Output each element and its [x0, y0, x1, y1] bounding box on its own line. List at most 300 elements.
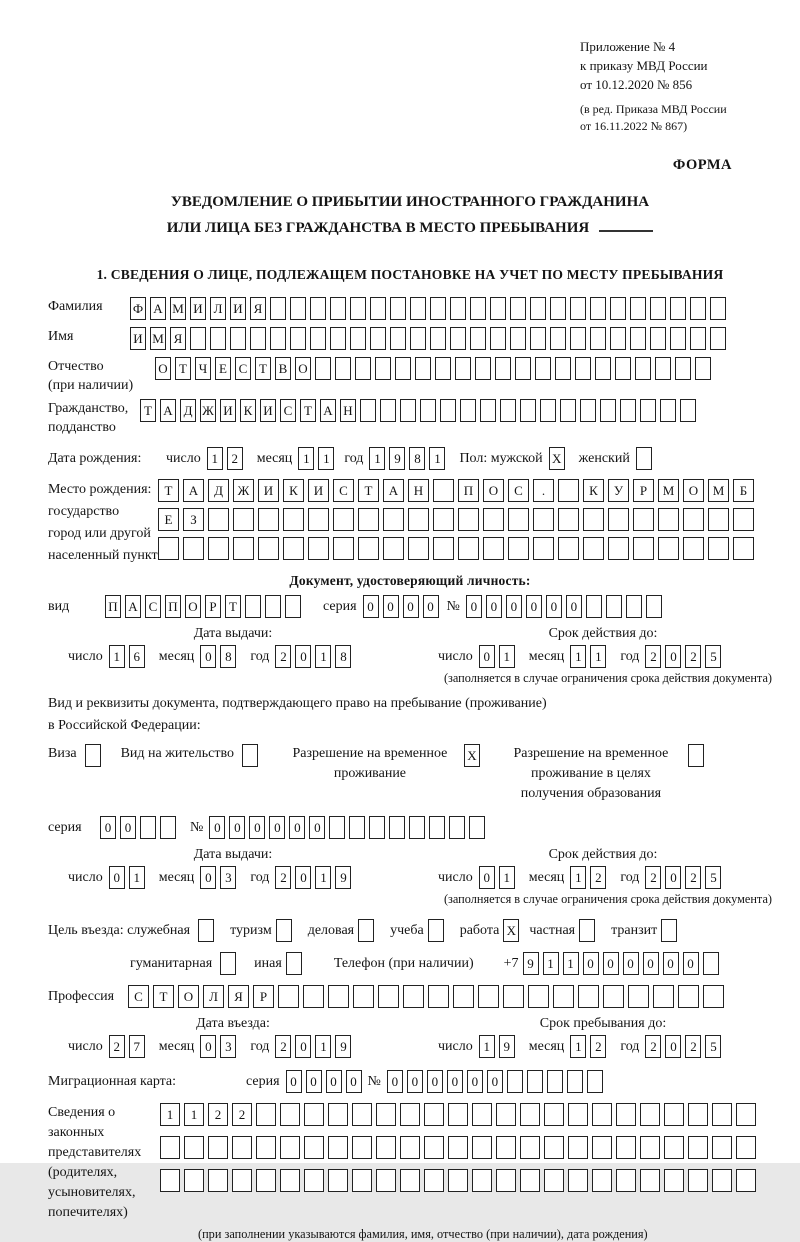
char-cell[interactable]: 2 — [275, 866, 291, 889]
char-cell[interactable]: 0 — [200, 1035, 216, 1058]
char-cell[interactable] — [389, 816, 405, 839]
char-cell[interactable] — [270, 297, 286, 320]
char-cell[interactable] — [310, 327, 326, 350]
char-cell[interactable] — [285, 595, 301, 618]
char-cell[interactable] — [615, 357, 631, 380]
char-cell[interactable] — [420, 399, 436, 422]
char-cell[interactable] — [424, 1169, 444, 1192]
char-cell[interactable] — [712, 1169, 732, 1192]
char-cell[interactable]: 2 — [275, 645, 291, 668]
char-cell[interactable]: С — [145, 595, 161, 618]
char-cell[interactable] — [256, 1169, 276, 1192]
char-cell[interactable] — [258, 537, 279, 560]
char-cell[interactable] — [695, 357, 711, 380]
char-cell[interactable] — [328, 1103, 348, 1126]
char-cell[interactable]: Р — [633, 479, 654, 502]
char-cell[interactable] — [424, 1136, 444, 1159]
char-cell[interactable]: 0 — [209, 816, 225, 839]
char-cell[interactable]: С — [280, 399, 296, 422]
char-cell[interactable] — [592, 1169, 612, 1192]
char-cell[interactable]: 2 — [590, 866, 606, 889]
char-cell[interactable] — [640, 399, 656, 422]
char-cell[interactable] — [355, 357, 371, 380]
char-cell[interactable] — [520, 1169, 540, 1192]
char-cell[interactable]: С — [508, 479, 529, 502]
char-cell[interactable]: Т — [158, 479, 179, 502]
char-cell[interactable] — [280, 1169, 300, 1192]
char-cell[interactable] — [472, 1136, 492, 1159]
char-cell[interactable]: 0 — [583, 952, 599, 975]
char-cell[interactable] — [515, 357, 531, 380]
char-cell[interactable]: 6 — [129, 645, 145, 668]
char-cell[interactable] — [568, 1136, 588, 1159]
char-cell[interactable] — [620, 399, 636, 422]
char-cell[interactable] — [448, 1136, 468, 1159]
char-cell[interactable] — [658, 508, 679, 531]
char-cell[interactable]: 1 — [160, 1103, 180, 1126]
char-cell[interactable] — [533, 508, 554, 531]
char-cell[interactable]: 1 — [315, 1035, 331, 1058]
char-cell[interactable] — [660, 399, 676, 422]
char-cell[interactable] — [690, 297, 706, 320]
char-cell[interactable] — [683, 508, 704, 531]
char-cell[interactable]: Л — [203, 985, 224, 1008]
char-cell[interactable] — [678, 985, 699, 1008]
char-cell[interactable] — [433, 508, 454, 531]
char-cell[interactable]: О — [155, 357, 171, 380]
char-cell[interactable] — [708, 537, 729, 560]
char-cell[interactable]: Я — [170, 327, 186, 350]
char-cell[interactable] — [590, 327, 606, 350]
char-cell[interactable] — [470, 297, 486, 320]
char-cell[interactable] — [329, 816, 345, 839]
char-cell[interactable]: 0 — [407, 1070, 423, 1093]
char-cell[interactable] — [630, 327, 646, 350]
char-cell[interactable]: 8 — [220, 645, 236, 668]
char-cell[interactable] — [304, 1169, 324, 1192]
char-cell[interactable] — [328, 1136, 348, 1159]
char-cell[interactable]: 0 — [665, 645, 681, 668]
char-cell[interactable]: Б — [733, 479, 754, 502]
char-cell[interactable]: 0 — [623, 952, 639, 975]
char-cell[interactable]: X — [503, 919, 519, 942]
char-cell[interactable]: 0 — [309, 816, 325, 839]
char-cell[interactable] — [600, 399, 616, 422]
char-cell[interactable]: Т — [225, 595, 241, 618]
char-cell[interactable] — [544, 1103, 564, 1126]
char-cell[interactable] — [528, 985, 549, 1008]
char-cell[interactable]: 1 — [109, 645, 125, 668]
char-cell[interactable] — [410, 297, 426, 320]
char-cell[interactable]: Т — [300, 399, 316, 422]
char-cell[interactable] — [210, 327, 226, 350]
char-cell[interactable] — [628, 985, 649, 1008]
char-cell[interactable] — [633, 537, 654, 560]
char-cell[interactable] — [352, 1136, 372, 1159]
char-cell[interactable] — [603, 985, 624, 1008]
char-cell[interactable]: И — [308, 479, 329, 502]
char-cell[interactable] — [376, 1136, 396, 1159]
char-cell[interactable] — [352, 1169, 372, 1192]
char-cell[interactable]: 0 — [546, 595, 562, 618]
char-cell[interactable] — [733, 537, 754, 560]
char-cell[interactable] — [653, 985, 674, 1008]
char-cell[interactable] — [592, 1136, 612, 1159]
char-cell[interactable]: 9 — [335, 866, 351, 889]
char-cell[interactable]: О — [483, 479, 504, 502]
char-cell[interactable] — [335, 357, 351, 380]
char-cell[interactable] — [567, 1070, 583, 1093]
char-cell[interactable] — [733, 508, 754, 531]
char-cell[interactable] — [575, 357, 591, 380]
char-cell[interactable] — [433, 537, 454, 560]
char-cell[interactable]: Ж — [200, 399, 216, 422]
char-cell[interactable] — [290, 297, 306, 320]
char-cell[interactable] — [190, 327, 206, 350]
char-cell[interactable]: О — [185, 595, 201, 618]
char-cell[interactable]: 9 — [523, 952, 539, 975]
char-cell[interactable] — [568, 1169, 588, 1192]
char-cell[interactable]: 0 — [665, 866, 681, 889]
char-cell[interactable] — [283, 508, 304, 531]
char-cell[interactable] — [453, 985, 474, 1008]
char-cell[interactable]: 0 — [289, 816, 305, 839]
char-cell[interactable]: Т — [153, 985, 174, 1008]
char-cell[interactable] — [703, 985, 724, 1008]
char-cell[interactable] — [568, 1103, 588, 1126]
char-cell[interactable]: 9 — [389, 447, 405, 470]
char-cell[interactable] — [283, 537, 304, 560]
char-cell[interactable]: 1 — [315, 866, 331, 889]
char-cell[interactable]: З — [183, 508, 204, 531]
char-cell[interactable]: 0 — [306, 1070, 322, 1093]
char-cell[interactable] — [520, 399, 536, 422]
char-cell[interactable]: 0 — [326, 1070, 342, 1093]
char-cell[interactable]: И — [230, 297, 246, 320]
char-cell[interactable]: 1 — [499, 645, 515, 668]
char-cell[interactable] — [390, 297, 406, 320]
char-cell[interactable]: 2 — [645, 1035, 661, 1058]
char-cell[interactable]: 0 — [295, 1035, 311, 1058]
char-cell[interactable] — [496, 1103, 516, 1126]
char-cell[interactable] — [510, 297, 526, 320]
char-cell[interactable]: 0 — [295, 866, 311, 889]
char-cell[interactable]: 0 — [447, 1070, 463, 1093]
char-cell[interactable] — [535, 357, 551, 380]
char-cell[interactable] — [350, 297, 366, 320]
char-cell[interactable]: П — [458, 479, 479, 502]
char-cell[interactable] — [290, 327, 306, 350]
char-cell[interactable] — [390, 327, 406, 350]
char-cell[interactable] — [712, 1103, 732, 1126]
char-cell[interactable] — [472, 1169, 492, 1192]
char-cell[interactable] — [208, 508, 229, 531]
char-cell[interactable] — [308, 508, 329, 531]
char-cell[interactable]: 0 — [200, 645, 216, 668]
char-cell[interactable] — [424, 1103, 444, 1126]
char-cell[interactable]: О — [683, 479, 704, 502]
char-cell[interactable]: 0 — [423, 595, 439, 618]
char-cell[interactable] — [540, 399, 556, 422]
char-cell[interactable] — [408, 508, 429, 531]
char-cell[interactable]: Т — [255, 357, 271, 380]
char-cell[interactable] — [480, 399, 496, 422]
char-cell[interactable] — [510, 327, 526, 350]
char-cell[interactable] — [140, 816, 156, 839]
char-cell[interactable] — [358, 919, 374, 942]
char-cell[interactable]: 2 — [685, 645, 701, 668]
char-cell[interactable] — [490, 297, 506, 320]
char-cell[interactable] — [310, 297, 326, 320]
char-cell[interactable] — [358, 508, 379, 531]
char-cell[interactable] — [376, 1103, 396, 1126]
char-cell[interactable]: К — [240, 399, 256, 422]
char-cell[interactable]: 7 — [129, 1035, 145, 1058]
char-cell[interactable] — [478, 985, 499, 1008]
char-cell[interactable] — [383, 508, 404, 531]
char-cell[interactable] — [375, 357, 391, 380]
char-cell[interactable] — [616, 1103, 636, 1126]
char-cell[interactable]: 0 — [663, 952, 679, 975]
char-cell[interactable] — [630, 297, 646, 320]
char-cell[interactable] — [208, 1169, 228, 1192]
char-cell[interactable]: Я — [228, 985, 249, 1008]
char-cell[interactable]: 0 — [566, 595, 582, 618]
char-cell[interactable]: 2 — [232, 1103, 252, 1126]
char-cell[interactable] — [330, 297, 346, 320]
char-cell[interactable]: 2 — [685, 1035, 701, 1058]
char-cell[interactable] — [708, 508, 729, 531]
char-cell[interactable]: 0 — [387, 1070, 403, 1093]
char-cell[interactable] — [403, 985, 424, 1008]
char-cell[interactable]: Р — [205, 595, 221, 618]
char-cell[interactable]: 1 — [129, 866, 145, 889]
char-cell[interactable] — [369, 816, 385, 839]
char-cell[interactable]: 9 — [335, 1035, 351, 1058]
char-cell[interactable] — [160, 1169, 180, 1192]
char-cell[interactable] — [655, 357, 671, 380]
char-cell[interactable] — [683, 537, 704, 560]
char-cell[interactable]: 3 — [220, 1035, 236, 1058]
char-cell[interactable] — [558, 479, 579, 502]
char-cell[interactable] — [304, 1103, 324, 1126]
char-cell[interactable] — [688, 1169, 708, 1192]
char-cell[interactable] — [578, 985, 599, 1008]
char-cell[interactable] — [688, 1103, 708, 1126]
char-cell[interactable] — [198, 919, 214, 942]
char-cell[interactable]: 0 — [603, 952, 619, 975]
char-cell[interactable] — [633, 508, 654, 531]
char-cell[interactable] — [383, 537, 404, 560]
char-cell[interactable]: 0 — [643, 952, 659, 975]
char-cell[interactable]: 0 — [526, 595, 542, 618]
char-cell[interactable] — [410, 327, 426, 350]
char-cell[interactable] — [608, 537, 629, 560]
char-cell[interactable] — [415, 357, 431, 380]
char-cell[interactable]: 1 — [570, 645, 586, 668]
char-cell[interactable]: Д — [208, 479, 229, 502]
char-cell[interactable] — [558, 537, 579, 560]
char-cell[interactable]: 1 — [184, 1103, 204, 1126]
char-cell[interactable] — [230, 327, 246, 350]
char-cell[interactable] — [650, 327, 666, 350]
char-cell[interactable]: 8 — [409, 447, 425, 470]
char-cell[interactable] — [496, 1136, 516, 1159]
char-cell[interactable] — [533, 537, 554, 560]
char-cell[interactable] — [376, 1169, 396, 1192]
char-cell[interactable]: 1 — [429, 447, 445, 470]
char-cell[interactable]: 1 — [543, 952, 559, 975]
char-cell[interactable] — [547, 1070, 563, 1093]
char-cell[interactable] — [428, 985, 449, 1008]
char-cell[interactable] — [586, 595, 602, 618]
char-cell[interactable] — [508, 508, 529, 531]
char-cell[interactable]: М — [708, 479, 729, 502]
char-cell[interactable]: 0 — [467, 1070, 483, 1093]
char-cell[interactable] — [606, 595, 622, 618]
char-cell[interactable] — [550, 327, 566, 350]
char-cell[interactable] — [242, 744, 258, 767]
char-cell[interactable]: К — [583, 479, 604, 502]
char-cell[interactable] — [458, 508, 479, 531]
char-cell[interactable]: 0 — [100, 816, 116, 839]
char-cell[interactable] — [712, 1136, 732, 1159]
char-cell[interactable]: О — [295, 357, 311, 380]
char-cell[interactable] — [256, 1103, 276, 1126]
char-cell[interactable] — [250, 327, 266, 350]
char-cell[interactable]: 0 — [665, 1035, 681, 1058]
char-cell[interactable] — [280, 1103, 300, 1126]
char-cell[interactable] — [646, 595, 662, 618]
char-cell[interactable]: И — [220, 399, 236, 422]
char-cell[interactable]: 0 — [120, 816, 136, 839]
char-cell[interactable]: 0 — [295, 645, 311, 668]
char-cell[interactable]: А — [150, 297, 166, 320]
char-cell[interactable]: К — [283, 479, 304, 502]
char-cell[interactable] — [670, 297, 686, 320]
char-cell[interactable]: Д — [180, 399, 196, 422]
char-cell[interactable]: 5 — [705, 1035, 721, 1058]
char-cell[interactable]: 0 — [269, 816, 285, 839]
char-cell[interactable]: 0 — [363, 595, 379, 618]
char-cell[interactable] — [530, 297, 546, 320]
char-cell[interactable]: 0 — [486, 595, 502, 618]
char-cell[interactable] — [315, 357, 331, 380]
char-cell[interactable] — [455, 357, 471, 380]
char-cell[interactable]: М — [170, 297, 186, 320]
char-cell[interactable] — [587, 1070, 603, 1093]
char-cell[interactable]: 9 — [499, 1035, 515, 1058]
char-cell[interactable] — [400, 1103, 420, 1126]
char-cell[interactable]: . — [533, 479, 554, 502]
char-cell[interactable]: 1 — [298, 447, 314, 470]
char-cell[interactable] — [636, 447, 652, 470]
char-cell[interactable] — [428, 919, 444, 942]
char-cell[interactable]: 0 — [506, 595, 522, 618]
char-cell[interactable] — [158, 537, 179, 560]
char-cell[interactable] — [579, 919, 595, 942]
char-cell[interactable] — [278, 985, 299, 1008]
char-cell[interactable]: 1 — [499, 866, 515, 889]
char-cell[interactable] — [184, 1136, 204, 1159]
char-cell[interactable] — [530, 327, 546, 350]
char-cell[interactable] — [626, 595, 642, 618]
char-cell[interactable] — [258, 508, 279, 531]
char-cell[interactable]: И — [260, 399, 276, 422]
char-cell[interactable]: А — [160, 399, 176, 422]
char-cell[interactable]: У — [608, 479, 629, 502]
char-cell[interactable]: 1 — [207, 447, 223, 470]
char-cell[interactable] — [232, 1136, 252, 1159]
char-cell[interactable] — [495, 357, 511, 380]
char-cell[interactable]: 0 — [346, 1070, 362, 1093]
char-cell[interactable]: 0 — [479, 866, 495, 889]
char-cell[interactable] — [256, 1136, 276, 1159]
char-cell[interactable]: П — [165, 595, 181, 618]
char-cell[interactable]: О — [178, 985, 199, 1008]
char-cell[interactable]: 2 — [590, 1035, 606, 1058]
char-cell[interactable] — [333, 537, 354, 560]
char-cell[interactable]: 0 — [403, 595, 419, 618]
char-cell[interactable] — [450, 297, 466, 320]
char-cell[interactable]: X — [549, 447, 565, 470]
char-cell[interactable]: Ж — [233, 479, 254, 502]
char-cell[interactable]: Е — [158, 508, 179, 531]
char-cell[interactable] — [270, 327, 286, 350]
char-cell[interactable] — [350, 327, 366, 350]
char-cell[interactable] — [483, 508, 504, 531]
char-cell[interactable] — [650, 297, 666, 320]
char-cell[interactable]: Н — [408, 479, 429, 502]
char-cell[interactable] — [430, 327, 446, 350]
char-cell[interactable] — [184, 1169, 204, 1192]
char-cell[interactable]: Ф — [130, 297, 146, 320]
char-cell[interactable] — [358, 537, 379, 560]
char-cell[interactable] — [183, 537, 204, 560]
char-cell[interactable] — [592, 1103, 612, 1126]
char-cell[interactable] — [736, 1103, 756, 1126]
char-cell[interactable] — [675, 357, 691, 380]
char-cell[interactable] — [583, 537, 604, 560]
char-cell[interactable]: А — [183, 479, 204, 502]
char-cell[interactable]: И — [130, 327, 146, 350]
char-cell[interactable]: 2 — [685, 866, 701, 889]
char-cell[interactable] — [303, 985, 324, 1008]
char-cell[interactable] — [409, 816, 425, 839]
char-cell[interactable]: 2 — [208, 1103, 228, 1126]
char-cell[interactable] — [664, 1136, 684, 1159]
char-cell[interactable] — [400, 1136, 420, 1159]
char-cell[interactable] — [378, 985, 399, 1008]
char-cell[interactable] — [448, 1169, 468, 1192]
char-cell[interactable] — [503, 985, 524, 1008]
char-cell[interactable] — [664, 1103, 684, 1126]
char-cell[interactable]: И — [190, 297, 206, 320]
char-cell[interactable]: 2 — [275, 1035, 291, 1058]
char-cell[interactable]: М — [658, 479, 679, 502]
char-cell[interactable] — [233, 508, 254, 531]
char-cell[interactable] — [595, 357, 611, 380]
char-cell[interactable]: Т — [175, 357, 191, 380]
char-cell[interactable] — [449, 816, 465, 839]
char-cell[interactable]: Л — [210, 297, 226, 320]
char-cell[interactable]: 1 — [318, 447, 334, 470]
char-cell[interactable] — [470, 327, 486, 350]
char-cell[interactable] — [508, 537, 529, 560]
char-cell[interactable]: А — [383, 479, 404, 502]
char-cell[interactable]: А — [125, 595, 141, 618]
char-cell[interactable]: 0 — [466, 595, 482, 618]
